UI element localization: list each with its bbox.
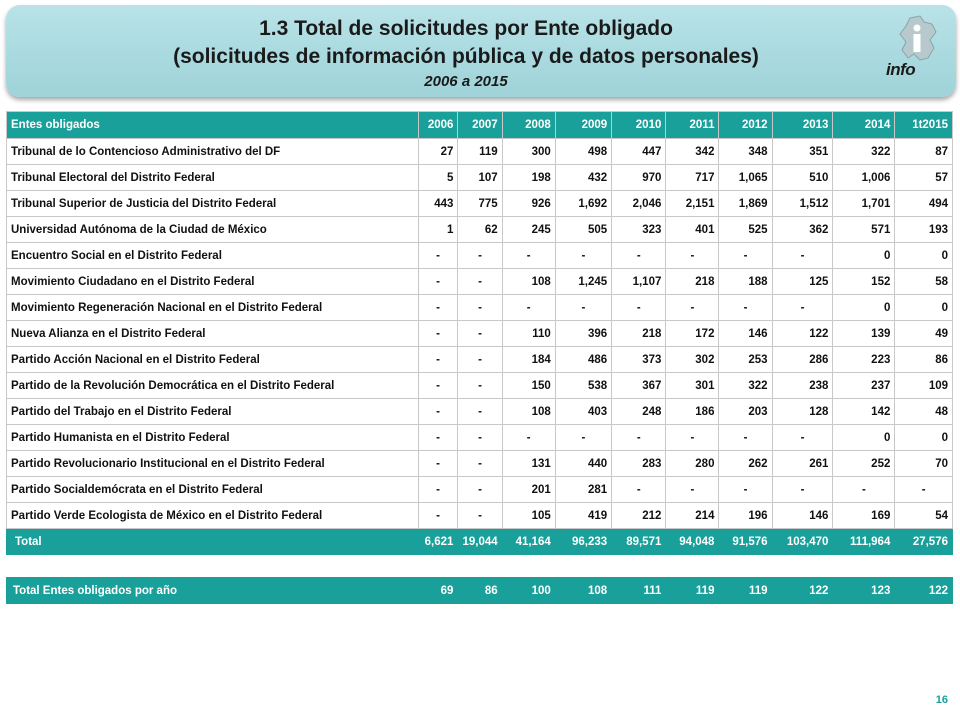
value-cell: - <box>772 425 833 451</box>
value-cell: 110 <box>502 321 555 347</box>
column-header-year: 2008 <box>502 112 555 139</box>
entes-por-anio-value: 122 <box>772 578 833 604</box>
value-cell: - <box>502 425 555 451</box>
column-header-year: 2011 <box>666 112 719 139</box>
value-cell: 373 <box>612 347 666 373</box>
entes-por-anio-value: 111 <box>612 578 666 604</box>
total-value-cell: 111,964 <box>833 529 895 555</box>
value-cell: 0 <box>833 295 895 321</box>
ente-name-cell: Partido Socialdemócrata en el Distrito Federal <box>7 477 419 503</box>
value-cell: 1,006 <box>833 165 895 191</box>
value-cell: - <box>418 243 458 269</box>
value-cell: - <box>612 243 666 269</box>
entes-por-anio-value: 119 <box>666 578 719 604</box>
total-value-cell: 96,233 <box>555 529 611 555</box>
value-cell: 926 <box>502 191 555 217</box>
ente-name-cell: Movimiento Regeneración Nacional en el Distrito Federal <box>7 295 419 321</box>
ente-name-cell: Movimiento Ciudadano en el Distrito Federal <box>7 269 419 295</box>
value-cell: 131 <box>502 451 555 477</box>
value-cell: 0 <box>895 295 953 321</box>
infodf-logo-icon <box>880 14 950 92</box>
value-cell: 261 <box>772 451 833 477</box>
value-cell: 54 <box>895 503 953 529</box>
value-cell: - <box>458 269 502 295</box>
value-cell: 1,512 <box>772 191 833 217</box>
value-cell: 125 <box>772 269 833 295</box>
column-header-year: 2010 <box>612 112 666 139</box>
title-banner <box>6 5 956 97</box>
table-row <box>7 477 953 503</box>
value-cell: 188 <box>719 269 772 295</box>
value-cell: 0 <box>833 425 895 451</box>
value-cell: 105 <box>502 503 555 529</box>
ente-name-cell: Partido Humanista en el Distrito Federal <box>7 425 419 451</box>
value-cell: - <box>555 425 611 451</box>
table-row <box>7 321 953 347</box>
value-cell: 252 <box>833 451 895 477</box>
entes-por-anio-value: 100 <box>502 578 555 604</box>
value-cell: 193 <box>895 217 953 243</box>
value-cell: 108 <box>502 399 555 425</box>
value-cell: - <box>833 477 895 503</box>
value-cell: 432 <box>555 165 611 191</box>
value-cell: 1,869 <box>719 191 772 217</box>
value-cell: - <box>458 425 502 451</box>
value-cell: 218 <box>666 269 719 295</box>
value-cell: 0 <box>895 243 953 269</box>
value-cell: 440 <box>555 451 611 477</box>
value-cell: 571 <box>833 217 895 243</box>
table-row <box>7 139 953 165</box>
value-cell: 223 <box>833 347 895 373</box>
table-row <box>7 373 953 399</box>
value-cell: - <box>719 295 772 321</box>
value-cell: 970 <box>612 165 666 191</box>
table-row <box>7 451 953 477</box>
value-cell: - <box>772 243 833 269</box>
value-cell: 717 <box>666 165 719 191</box>
value-cell: - <box>418 269 458 295</box>
value-cell: 186 <box>666 399 719 425</box>
value-cell: 283 <box>612 451 666 477</box>
value-cell: 505 <box>555 217 611 243</box>
value-cell: - <box>612 425 666 451</box>
value-cell: 5 <box>418 165 458 191</box>
value-cell: 447 <box>612 139 666 165</box>
entes-por-anio-value: 119 <box>719 578 772 604</box>
value-cell: 212 <box>612 503 666 529</box>
value-cell: - <box>895 477 953 503</box>
value-cell: - <box>458 347 502 373</box>
value-cell: 486 <box>555 347 611 373</box>
value-cell: 152 <box>833 269 895 295</box>
total-value-cell: 41,164 <box>502 529 555 555</box>
value-cell: 142 <box>833 399 895 425</box>
solicitudes-table <box>6 111 953 555</box>
value-cell: 1,245 <box>555 269 611 295</box>
value-cell: 1 <box>418 217 458 243</box>
value-cell: 775 <box>458 191 502 217</box>
value-cell: 87 <box>895 139 953 165</box>
value-cell: 245 <box>502 217 555 243</box>
value-cell: 396 <box>555 321 611 347</box>
value-cell: 281 <box>555 477 611 503</box>
value-cell: 362 <box>772 217 833 243</box>
value-cell: 342 <box>666 139 719 165</box>
table-row <box>7 217 953 243</box>
value-cell: 367 <box>612 373 666 399</box>
column-header-year: 2007 <box>458 112 502 139</box>
value-cell: 146 <box>719 321 772 347</box>
total-label: Total <box>7 529 419 555</box>
value-cell: - <box>418 295 458 321</box>
value-cell: - <box>612 295 666 321</box>
value-cell: 280 <box>666 451 719 477</box>
total-value-cell: 91,576 <box>719 529 772 555</box>
value-cell: - <box>666 477 719 503</box>
value-cell: 27 <box>418 139 458 165</box>
value-cell: 301 <box>666 373 719 399</box>
value-cell: 1,107 <box>612 269 666 295</box>
column-header-year: 2013 <box>772 112 833 139</box>
entes-por-anio-value: 123 <box>833 578 895 604</box>
value-cell: - <box>555 295 611 321</box>
value-cell: - <box>418 425 458 451</box>
page-subtitle: (solicitudes de información pública y de datos personales) <box>173 45 759 68</box>
value-cell: 146 <box>772 503 833 529</box>
value-cell: 1,701 <box>833 191 895 217</box>
ente-name-cell: Partido Acción Nacional en el Distrito Federal <box>7 347 419 373</box>
entes-por-anio-value: 86 <box>458 578 502 604</box>
ente-name-cell: Encuentro Social en el Distrito Federal <box>7 243 419 269</box>
ente-name-cell: Partido Revolucionario Institucional en el Distrito Federal <box>7 451 419 477</box>
value-cell: 253 <box>719 347 772 373</box>
value-cell: 262 <box>719 451 772 477</box>
value-cell: - <box>418 451 458 477</box>
value-cell: 62 <box>458 217 502 243</box>
page-title: 1.3 Total de solicitudes por Ente obligado <box>259 17 673 40</box>
table-header-row <box>7 112 953 139</box>
value-cell: - <box>458 451 502 477</box>
value-cell: 323 <box>612 217 666 243</box>
value-cell: 122 <box>772 321 833 347</box>
value-cell: 401 <box>666 217 719 243</box>
value-cell: - <box>719 425 772 451</box>
page-period: 2006 a 2015 <box>424 73 508 90</box>
ente-name-cell: Tribunal Superior de Justicia del Distrito Federal <box>7 191 419 217</box>
total-value-cell: 19,044 <box>458 529 502 555</box>
table-row <box>7 269 953 295</box>
value-cell: 214 <box>666 503 719 529</box>
value-cell: 109 <box>895 373 953 399</box>
value-cell: 128 <box>772 399 833 425</box>
value-cell: 510 <box>772 165 833 191</box>
value-cell: 150 <box>502 373 555 399</box>
ente-name-cell: Tribunal Electoral del Distrito Federal <box>7 165 419 191</box>
value-cell: - <box>666 295 719 321</box>
value-cell: 108 <box>502 269 555 295</box>
value-cell: 1,065 <box>719 165 772 191</box>
value-cell: 419 <box>555 503 611 529</box>
value-cell: - <box>666 243 719 269</box>
value-cell: - <box>418 373 458 399</box>
logo-wordmark: info <box>886 60 916 79</box>
value-cell: 494 <box>895 191 953 217</box>
value-cell: 300 <box>502 139 555 165</box>
value-cell: 322 <box>719 373 772 399</box>
value-cell: 498 <box>555 139 611 165</box>
value-cell: 201 <box>502 477 555 503</box>
value-cell: - <box>418 399 458 425</box>
value-cell: 139 <box>833 321 895 347</box>
table-row <box>7 243 953 269</box>
value-cell: 443 <box>418 191 458 217</box>
value-cell: 49 <box>895 321 953 347</box>
total-value-cell: 6,621 <box>418 529 458 555</box>
total-value-cell: 89,571 <box>612 529 666 555</box>
value-cell: - <box>418 347 458 373</box>
value-cell: 0 <box>833 243 895 269</box>
value-cell: 403 <box>555 399 611 425</box>
total-value-cell: 103,470 <box>772 529 833 555</box>
value-cell: 203 <box>719 399 772 425</box>
entes-por-anio-value: 122 <box>895 578 953 604</box>
value-cell: - <box>458 399 502 425</box>
value-cell: 348 <box>719 139 772 165</box>
value-cell: 48 <box>895 399 953 425</box>
value-cell: 238 <box>772 373 833 399</box>
entes-por-anio-row <box>7 578 953 604</box>
value-cell: 119 <box>458 139 502 165</box>
value-cell: - <box>418 321 458 347</box>
value-cell: 302 <box>666 347 719 373</box>
ente-name-cell: Universidad Autónoma de la Ciudad de México <box>7 217 419 243</box>
value-cell: 525 <box>719 217 772 243</box>
value-cell: - <box>502 295 555 321</box>
value-cell: 57 <box>895 165 953 191</box>
value-cell: 351 <box>772 139 833 165</box>
value-cell: 1,692 <box>555 191 611 217</box>
value-cell: - <box>418 477 458 503</box>
value-cell: 218 <box>612 321 666 347</box>
total-row <box>7 529 953 555</box>
entes-por-anio-value: 69 <box>418 578 458 604</box>
column-header-entes: Entes obligados <box>7 112 419 139</box>
total-value-cell: 27,576 <box>895 529 953 555</box>
value-cell: 237 <box>833 373 895 399</box>
entes-por-anio-table <box>6 577 953 604</box>
ente-name-cell: Partido Verde Ecologista de México en el Distrito Federal <box>7 503 419 529</box>
ente-name-cell: Partido del Trabajo en el Distrito Federal <box>7 399 419 425</box>
value-cell: - <box>458 503 502 529</box>
value-cell: 172 <box>666 321 719 347</box>
value-cell: 322 <box>833 139 895 165</box>
ente-name-cell: Tribunal de lo Contencioso Administrativo del DF <box>7 139 419 165</box>
value-cell: - <box>458 243 502 269</box>
value-cell: 86 <box>895 347 953 373</box>
value-cell: 248 <box>612 399 666 425</box>
ente-name-cell: Partido de la Revolución Democrática en el Distrito Federal <box>7 373 419 399</box>
value-cell: 184 <box>502 347 555 373</box>
value-cell: 2,151 <box>666 191 719 217</box>
value-cell: - <box>418 503 458 529</box>
value-cell: 2,046 <box>612 191 666 217</box>
table-row <box>7 399 953 425</box>
value-cell: - <box>555 243 611 269</box>
value-cell: - <box>772 295 833 321</box>
value-cell: - <box>458 477 502 503</box>
value-cell: 169 <box>833 503 895 529</box>
value-cell: 107 <box>458 165 502 191</box>
table-row <box>7 425 953 451</box>
value-cell: - <box>666 425 719 451</box>
page-number: 16 <box>935 694 948 706</box>
column-header-year: 2006 <box>418 112 458 139</box>
entes-por-anio-label: Total Entes obligados por año <box>7 578 419 604</box>
value-cell: 0 <box>895 425 953 451</box>
table-row <box>7 165 953 191</box>
value-cell: 196 <box>719 503 772 529</box>
ente-name-cell: Nueva Alianza en el Distrito Federal <box>7 321 419 347</box>
table-row <box>7 295 953 321</box>
value-cell: - <box>458 373 502 399</box>
value-cell: - <box>719 477 772 503</box>
table-row <box>7 191 953 217</box>
column-header-year: 1t2015 <box>895 112 953 139</box>
value-cell: - <box>458 295 502 321</box>
value-cell: 58 <box>895 269 953 295</box>
column-header-year: 2014 <box>833 112 895 139</box>
value-cell: - <box>458 321 502 347</box>
value-cell: 538 <box>555 373 611 399</box>
column-header-year: 2009 <box>555 112 611 139</box>
value-cell: - <box>612 477 666 503</box>
value-cell: 70 <box>895 451 953 477</box>
column-header-year: 2012 <box>719 112 772 139</box>
table-row <box>7 503 953 529</box>
entes-por-anio-value: 108 <box>555 578 611 604</box>
table-row <box>7 347 953 373</box>
value-cell: - <box>719 243 772 269</box>
value-cell: 286 <box>772 347 833 373</box>
value-cell: - <box>502 243 555 269</box>
value-cell: - <box>772 477 833 503</box>
value-cell: 198 <box>502 165 555 191</box>
total-value-cell: 94,048 <box>666 529 719 555</box>
